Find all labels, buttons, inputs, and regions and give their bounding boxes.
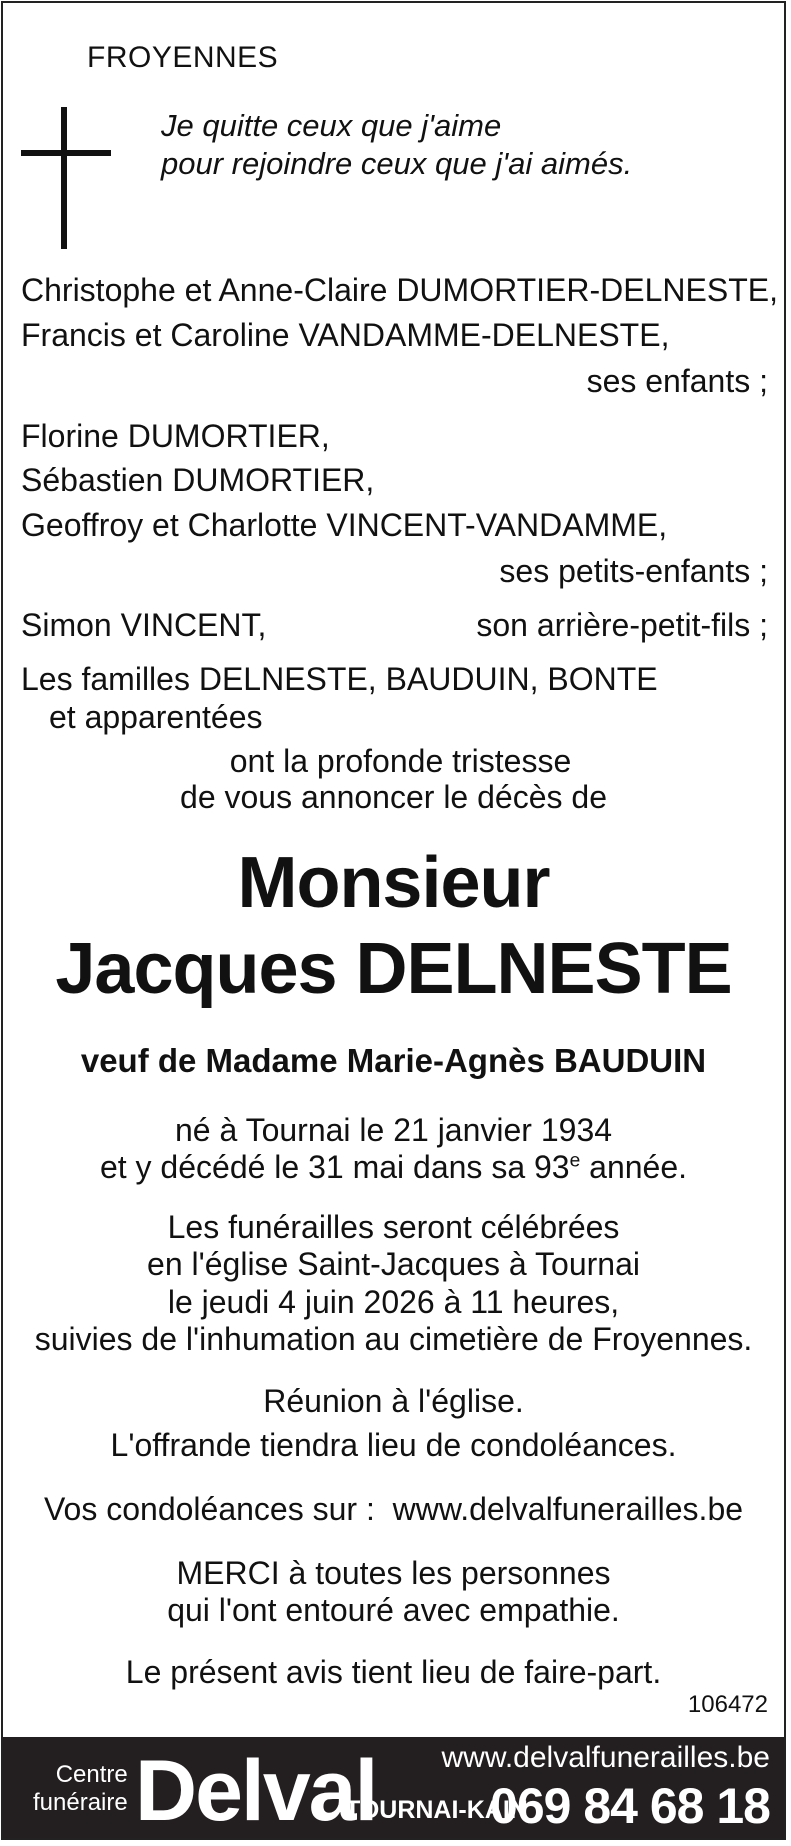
banner-url[interactable]: www.delvalfunerailles.be [441, 1741, 770, 1774]
children-label: ses enfants ; [586, 363, 768, 399]
grandchildren-line-1: Florine DUMORTIER, [21, 418, 330, 454]
funeral-line-1: Les funérailles seront célébrées [167, 1209, 620, 1245]
grandchildren-line-2: Sébastien DUMORTIER, [21, 462, 375, 498]
quote [161, 107, 721, 183]
location-heading: FROYENNES [87, 41, 279, 74]
great-grandchild-name: Simon VINCENT, [21, 607, 267, 643]
birth-line: né à Tournai le 21 janvier 1934 [174, 1112, 613, 1148]
children-line-1: Christophe et Anne-Claire DUMORTIER-DELNESTE, [21, 272, 778, 308]
thanks-line-1: MERCI à toutes les personnes [176, 1555, 611, 1591]
quote-line-1: Je quitte ceux que j'aime [161, 108, 502, 143]
obituary-notice [1, 1, 786, 1840]
condolences-url[interactable]: www.delvalfunerailles.be [392, 1491, 744, 1527]
deceased-name: Jacques DELNESTE [55, 929, 732, 1009]
grandchildren-label: ses petits-enfants ; [499, 553, 768, 589]
reference-number: 106472 [687, 1691, 768, 1718]
funeral-line-3: le jeudi 4 juin 2026 à 11 heures, [167, 1284, 620, 1320]
grandchildren-line-3: Geoffroy et Charlotte VINCENT-VANDAMME, [21, 507, 668, 543]
offering-note: L'offrande tiendra lieu de condoléances. [110, 1427, 677, 1463]
meeting-note: Réunion à l'église. [263, 1383, 524, 1419]
announcement-line-1: ont la profonde tristesse [229, 743, 572, 779]
great-grandchild-label: son arrière-petit-fils ; [476, 607, 768, 643]
thanks-line-2: qui l'ont entouré avec empathie. [167, 1592, 620, 1628]
funeral-line-2: en l'église Saint-Jacques à Tournai [147, 1246, 640, 1282]
banner-phone: 069 84 68 18 [490, 1778, 770, 1834]
brand-logo: Delval [135, 1743, 377, 1839]
condolences-label: Vos condoléances sur : [43, 1491, 375, 1527]
children-line-2: Francis et Caroline VANDAMME-DELNESTE, [21, 317, 670, 353]
condolences-line [3, 1490, 784, 1528]
quote-line-2: pour rejoindre ceux que j'ai aimés. [161, 146, 633, 181]
families-line-1: Les familles DELNESTE, BAUDUIN, BONTE [21, 661, 658, 697]
death-line: et y décédé le 31 mai dans sa 93e année. [99, 1149, 688, 1185]
widower-line: veuf de Madame Marie-Agnès BAUDUIN [80, 1042, 707, 1079]
notice-line: Le présent avis tient lieu de faire-part. [125, 1654, 662, 1690]
banner-city: TOURNAI-KAIN [345, 1796, 528, 1824]
deceased-title: Monsieur [237, 843, 550, 923]
families-line-2: et apparentées [49, 699, 263, 735]
centre-label: Centre funéraire [33, 1761, 128, 1816]
announcement-line-2: de vous annoncer le décès de [180, 779, 607, 815]
funeral-line-4: suivies de l'inhumation au cimetière de Froyennes. [34, 1321, 753, 1357]
funeral-home-banner [3, 1737, 784, 1840]
